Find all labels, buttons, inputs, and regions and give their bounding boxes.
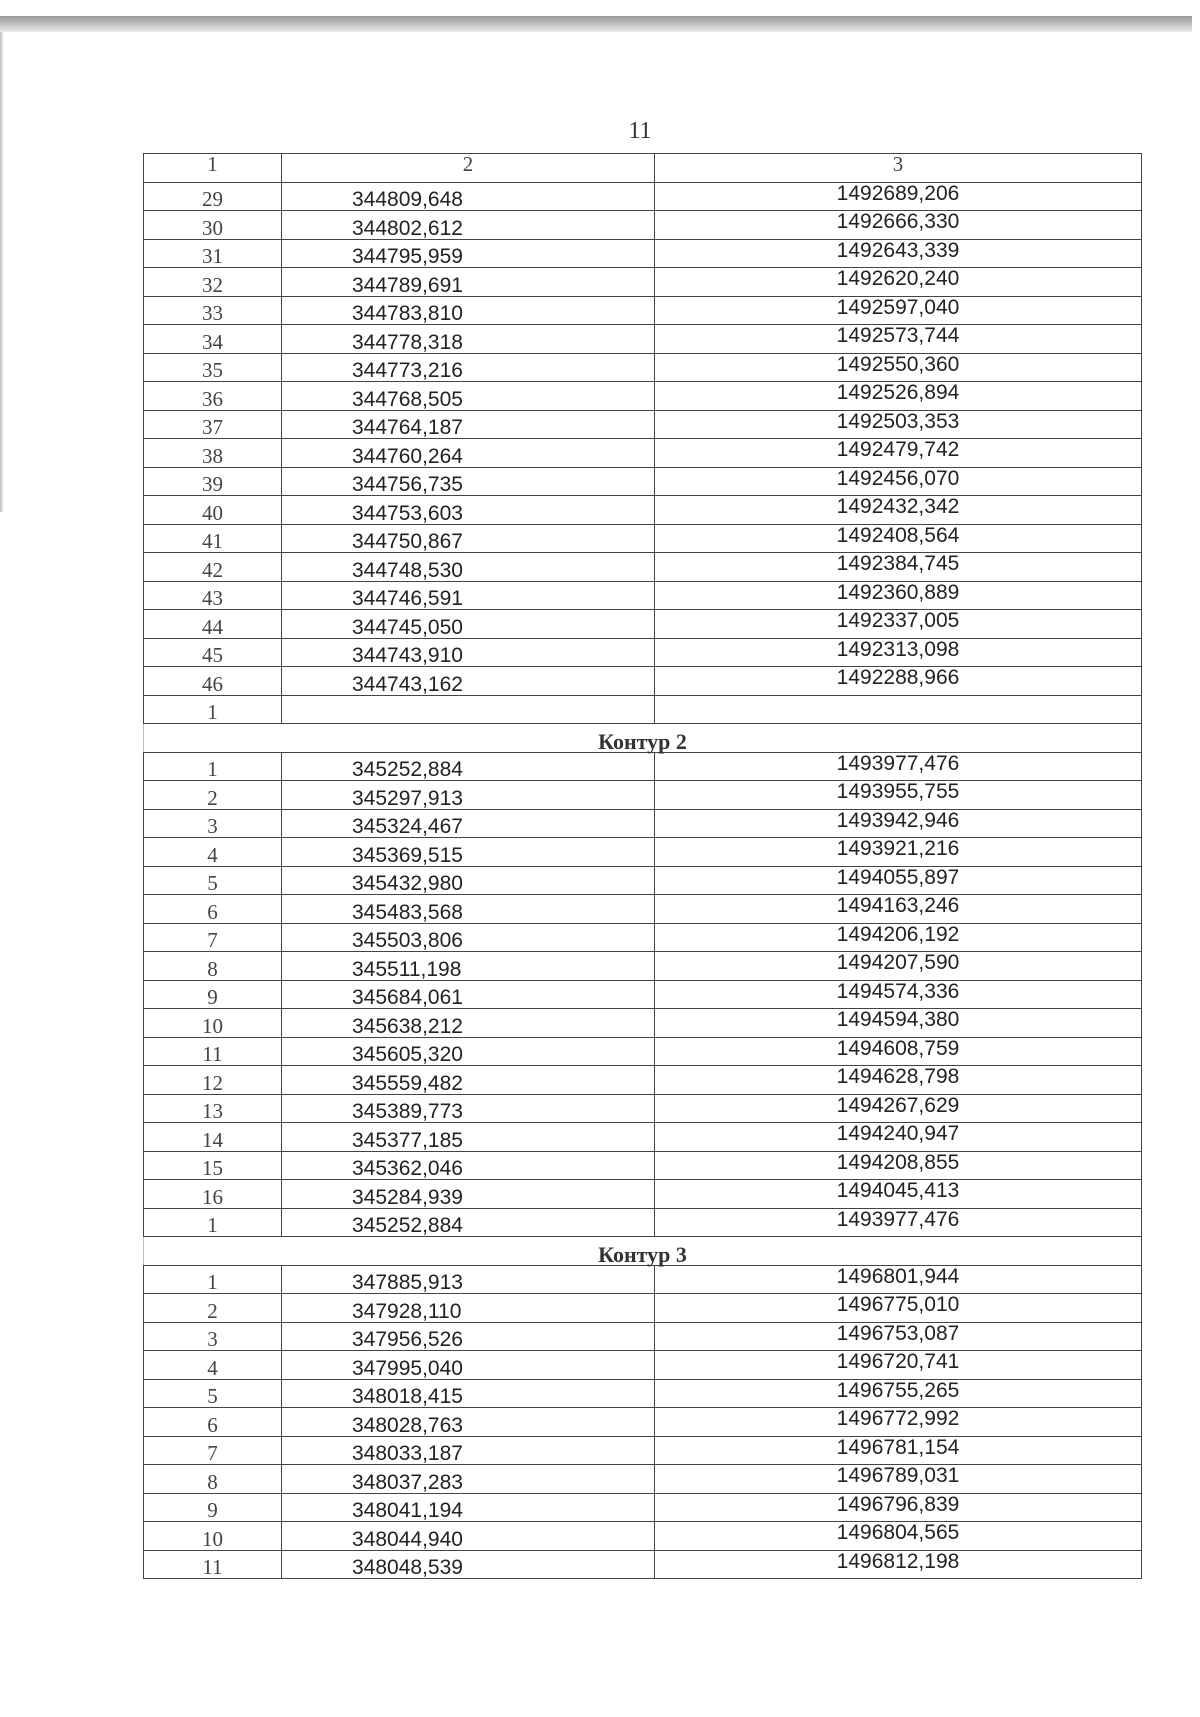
table-row	[144, 980, 1142, 1009]
point-number-cell: 11	[144, 1037, 282, 1066]
point-number-cell: 13	[144, 1094, 282, 1123]
point-number-cell: 1	[144, 1265, 282, 1294]
point-number-cell: 9	[144, 1493, 282, 1522]
point-number-cell: 30	[144, 211, 282, 240]
y-coordinate-cell: 1492643,339	[655, 239, 1142, 268]
y-coordinate-cell: 1496720,741	[655, 1351, 1142, 1380]
x-coordinate-cell: 345389,773	[282, 1094, 655, 1123]
point-number-cell: 37	[144, 410, 282, 439]
point-number-cell: 46	[144, 667, 282, 696]
point-number-cell: 1	[144, 752, 282, 781]
table-row	[144, 211, 1142, 240]
y-coordinate-cell: 1493942,946	[655, 809, 1142, 838]
x-coordinate-cell: 348048,539	[282, 1550, 655, 1579]
table-row	[144, 1351, 1142, 1380]
x-coordinate-cell: 344778,318	[282, 325, 655, 354]
point-number-cell: 4	[144, 838, 282, 867]
y-coordinate-cell: 1496755,265	[655, 1379, 1142, 1408]
y-coordinate-cell: 1493977,476	[655, 752, 1142, 781]
point-number-cell: 7	[144, 1436, 282, 1465]
y-coordinate-cell: 1492432,342	[655, 496, 1142, 525]
x-coordinate-cell: 344789,691	[282, 268, 655, 297]
x-coordinate-cell: 344745,050	[282, 610, 655, 639]
x-coordinate-cell: 344809,648	[282, 182, 655, 211]
point-number-cell: 5	[144, 866, 282, 895]
y-coordinate-cell: 1494267,629	[655, 1094, 1142, 1123]
table-row	[144, 1037, 1142, 1066]
point-number-cell: 8	[144, 952, 282, 981]
x-coordinate-cell: 345369,515	[282, 838, 655, 867]
table-row	[144, 1151, 1142, 1180]
table-row	[144, 1493, 1142, 1522]
point-number-cell: 11	[144, 1550, 282, 1579]
section-title: Контур 2	[144, 724, 1142, 753]
table-row	[144, 353, 1142, 382]
y-coordinate-cell: 1492360,889	[655, 581, 1142, 610]
y-coordinate-cell: 1493977,476	[655, 1208, 1142, 1237]
header-cell-y: 3	[655, 154, 1142, 183]
section-title-row	[144, 724, 1142, 753]
point-number-cell: 1	[144, 1208, 282, 1237]
table-row	[144, 1180, 1142, 1209]
table-row	[144, 1322, 1142, 1351]
coordinates-table-container	[143, 153, 1141, 1579]
table-row	[144, 838, 1142, 867]
y-coordinate-cell	[655, 695, 1142, 724]
scan-edge-left	[0, 32, 4, 512]
point-number-cell: 6	[144, 1408, 282, 1437]
table-row	[144, 410, 1142, 439]
y-coordinate-cell: 1492573,744	[655, 325, 1142, 354]
y-coordinate-cell: 1496796,839	[655, 1493, 1142, 1522]
point-number-cell: 1	[144, 695, 282, 724]
table-row	[144, 638, 1142, 667]
point-number-cell: 35	[144, 353, 282, 382]
table-row	[144, 667, 1142, 696]
table-row	[144, 239, 1142, 268]
x-coordinate-cell: 345432,980	[282, 866, 655, 895]
table-row	[144, 1522, 1142, 1551]
point-number-cell: 41	[144, 524, 282, 553]
y-coordinate-cell: 1493921,216	[655, 838, 1142, 867]
section-title-row	[144, 1237, 1142, 1266]
x-coordinate-cell: 344764,187	[282, 410, 655, 439]
table-row	[144, 1094, 1142, 1123]
table-row	[144, 1550, 1142, 1579]
y-coordinate-cell: 1496801,944	[655, 1265, 1142, 1294]
x-coordinate-cell: 344783,810	[282, 296, 655, 325]
x-coordinate-cell: 345559,482	[282, 1066, 655, 1095]
table-row	[144, 1294, 1142, 1323]
point-number-cell: 31	[144, 239, 282, 268]
y-coordinate-cell: 1494240,947	[655, 1123, 1142, 1152]
table-row	[144, 610, 1142, 639]
y-coordinate-cell: 1494206,192	[655, 923, 1142, 952]
x-coordinate-cell: 348041,194	[282, 1493, 655, 1522]
point-number-cell: 3	[144, 1322, 282, 1351]
table-row	[144, 923, 1142, 952]
y-coordinate-cell: 1494045,413	[655, 1180, 1142, 1209]
y-coordinate-cell: 1492689,206	[655, 182, 1142, 211]
table-row	[144, 809, 1142, 838]
x-coordinate-cell: 344748,530	[282, 553, 655, 582]
table-row	[144, 1208, 1142, 1237]
y-coordinate-cell: 1492408,564	[655, 524, 1142, 553]
x-coordinate-cell: 348044,940	[282, 1522, 655, 1551]
y-coordinate-cell: 1492456,070	[655, 467, 1142, 496]
point-number-cell: 39	[144, 467, 282, 496]
coordinates-table-body	[144, 154, 1142, 1579]
table-row	[144, 1436, 1142, 1465]
y-coordinate-cell: 1492597,040	[655, 296, 1142, 325]
y-coordinate-cell: 1494055,897	[655, 866, 1142, 895]
point-number-cell: 6	[144, 895, 282, 924]
point-number-cell: 29	[144, 182, 282, 211]
table-row	[144, 382, 1142, 411]
point-number-cell: 10	[144, 1009, 282, 1038]
coordinates-table	[143, 153, 1142, 1579]
x-coordinate-cell: 344768,505	[282, 382, 655, 411]
x-coordinate-cell	[282, 695, 655, 724]
y-coordinate-cell: 1494207,590	[655, 952, 1142, 981]
x-coordinate-cell: 345284,939	[282, 1180, 655, 1209]
point-number-cell: 16	[144, 1180, 282, 1209]
point-number-cell: 38	[144, 439, 282, 468]
y-coordinate-cell: 1494208,855	[655, 1151, 1142, 1180]
y-coordinate-cell: 1496772,992	[655, 1408, 1142, 1437]
table-row	[144, 1123, 1142, 1152]
x-coordinate-cell: 345362,046	[282, 1151, 655, 1180]
x-coordinate-cell: 345511,198	[282, 952, 655, 981]
x-coordinate-cell: 344802,612	[282, 211, 655, 240]
x-coordinate-cell: 345684,061	[282, 980, 655, 1009]
x-coordinate-cell: 347885,913	[282, 1265, 655, 1294]
table-row	[144, 895, 1142, 924]
table-row	[144, 268, 1142, 297]
point-number-cell: 12	[144, 1066, 282, 1095]
header-row	[144, 154, 1142, 183]
point-number-cell: 14	[144, 1123, 282, 1152]
table-row	[144, 182, 1142, 211]
y-coordinate-cell: 1492503,353	[655, 410, 1142, 439]
y-coordinate-cell: 1494628,798	[655, 1066, 1142, 1095]
x-coordinate-cell: 348033,187	[282, 1436, 655, 1465]
x-coordinate-cell: 345252,884	[282, 1208, 655, 1237]
y-coordinate-cell: 1494163,246	[655, 895, 1142, 924]
y-coordinate-cell: 1493955,755	[655, 781, 1142, 810]
point-number-cell: 10	[144, 1522, 282, 1551]
point-number-cell: 42	[144, 553, 282, 582]
table-row	[144, 1265, 1142, 1294]
y-coordinate-cell: 1492526,894	[655, 382, 1142, 411]
y-coordinate-cell: 1492384,745	[655, 553, 1142, 582]
y-coordinate-cell: 1492620,240	[655, 268, 1142, 297]
header-cell-x: 2	[282, 154, 655, 183]
point-number-cell: 5	[144, 1379, 282, 1408]
x-coordinate-cell: 347956,526	[282, 1322, 655, 1351]
x-coordinate-cell: 344753,603	[282, 496, 655, 525]
point-number-cell: 40	[144, 496, 282, 525]
y-coordinate-cell: 1496753,087	[655, 1322, 1142, 1351]
y-coordinate-cell: 1492313,098	[655, 638, 1142, 667]
x-coordinate-cell: 345605,320	[282, 1037, 655, 1066]
y-coordinate-cell: 1496789,031	[655, 1465, 1142, 1494]
table-row	[144, 439, 1142, 468]
table-row	[144, 752, 1142, 781]
x-coordinate-cell: 344743,162	[282, 667, 655, 696]
y-coordinate-cell: 1494594,380	[655, 1009, 1142, 1038]
y-coordinate-cell: 1496781,154	[655, 1436, 1142, 1465]
table-row	[144, 1009, 1142, 1038]
table-row	[144, 524, 1142, 553]
table-row	[144, 866, 1142, 895]
section-title: Контур 3	[144, 1237, 1142, 1266]
x-coordinate-cell: 344746,591	[282, 581, 655, 610]
y-coordinate-cell: 1496775,010	[655, 1294, 1142, 1323]
point-number-cell: 2	[144, 781, 282, 810]
x-coordinate-cell: 345297,913	[282, 781, 655, 810]
point-number-cell: 9	[144, 980, 282, 1009]
table-row	[144, 325, 1142, 354]
point-number-cell: 8	[144, 1465, 282, 1494]
x-coordinate-cell: 347995,040	[282, 1351, 655, 1380]
table-row	[144, 1379, 1142, 1408]
point-number-cell: 44	[144, 610, 282, 639]
x-coordinate-cell: 345483,568	[282, 895, 655, 924]
table-row	[144, 1066, 1142, 1095]
table-row	[144, 496, 1142, 525]
y-coordinate-cell: 1492666,330	[655, 211, 1142, 240]
x-coordinate-cell: 344795,959	[282, 239, 655, 268]
x-coordinate-cell: 348037,283	[282, 1465, 655, 1494]
x-coordinate-cell: 348028,763	[282, 1408, 655, 1437]
point-number-cell: 36	[144, 382, 282, 411]
table-row	[144, 581, 1142, 610]
y-coordinate-cell: 1494574,336	[655, 980, 1142, 1009]
table-row	[144, 952, 1142, 981]
point-number-cell: 4	[144, 1351, 282, 1380]
point-number-cell: 3	[144, 809, 282, 838]
point-number-cell: 45	[144, 638, 282, 667]
x-coordinate-cell: 348018,415	[282, 1379, 655, 1408]
table-row	[144, 781, 1142, 810]
x-coordinate-cell: 344773,216	[282, 353, 655, 382]
y-coordinate-cell: 1496804,565	[655, 1522, 1142, 1551]
x-coordinate-cell: 345252,884	[282, 752, 655, 781]
x-coordinate-cell: 344760,264	[282, 439, 655, 468]
x-coordinate-cell: 344756,735	[282, 467, 655, 496]
x-coordinate-cell: 344750,867	[282, 524, 655, 553]
x-coordinate-cell: 345638,212	[282, 1009, 655, 1038]
table-row	[144, 553, 1142, 582]
y-coordinate-cell: 1492550,360	[655, 353, 1142, 382]
y-coordinate-cell: 1496812,198	[655, 1550, 1142, 1579]
x-coordinate-cell: 345503,806	[282, 923, 655, 952]
x-coordinate-cell: 344743,910	[282, 638, 655, 667]
table-row	[144, 695, 1142, 724]
point-number-cell: 32	[144, 268, 282, 297]
point-number-cell: 43	[144, 581, 282, 610]
table-row	[144, 1408, 1142, 1437]
table-row	[144, 1465, 1142, 1494]
point-number-cell: 2	[144, 1294, 282, 1323]
table-row	[144, 296, 1142, 325]
scan-edge-top	[0, 16, 1192, 32]
table-row	[144, 467, 1142, 496]
x-coordinate-cell: 345377,185	[282, 1123, 655, 1152]
y-coordinate-cell: 1492337,005	[655, 610, 1142, 639]
point-number-cell: 15	[144, 1151, 282, 1180]
y-coordinate-cell: 1492288,966	[655, 667, 1142, 696]
point-number-cell: 34	[144, 325, 282, 354]
x-coordinate-cell: 347928,110	[282, 1294, 655, 1323]
header-cell-number: 1	[144, 154, 282, 183]
point-number-cell: 7	[144, 923, 282, 952]
page-number: 11	[628, 118, 652, 144]
x-coordinate-cell: 345324,467	[282, 809, 655, 838]
y-coordinate-cell: 1492479,742	[655, 439, 1142, 468]
y-coordinate-cell: 1494608,759	[655, 1037, 1142, 1066]
point-number-cell: 33	[144, 296, 282, 325]
